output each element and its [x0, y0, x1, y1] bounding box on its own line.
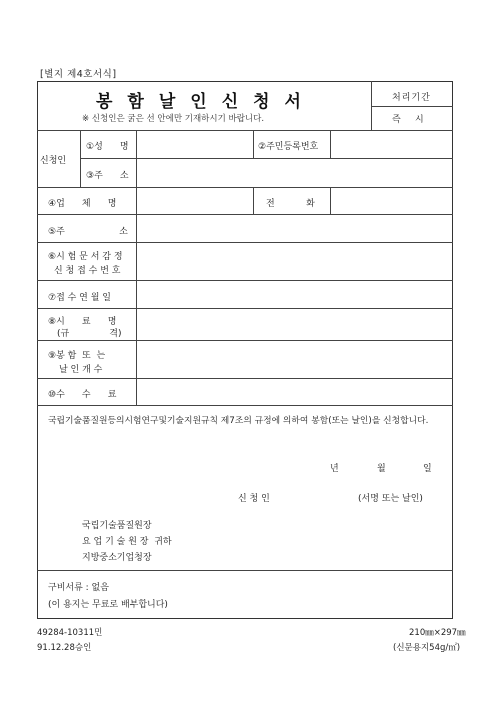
recipient-2: 요 업 기 술 원 장 귀하 — [82, 537, 172, 547]
applicant-label: 신청인 — [40, 156, 67, 166]
seal-count-label-1: ⑨봉 함 또 는 — [48, 351, 106, 361]
form-code: 49284-10311민 — [37, 628, 103, 638]
resident-number-label: ②주민등록번호 — [258, 142, 319, 152]
approval-date: 91.12.28승인 — [37, 643, 92, 653]
company-name-label: ④업 체 명 — [48, 199, 117, 209]
seal-count-label-2: 날 인 개 수 — [59, 365, 103, 375]
paper-size: 210㎜×297㎜ — [409, 628, 466, 638]
column-divider — [80, 130, 81, 187]
processing-period-value: 즉 시 — [392, 115, 424, 125]
month-label: 월 — [377, 464, 386, 474]
row-divider — [37, 405, 453, 406]
column-divider — [253, 187, 254, 214]
column-divider — [371, 81, 372, 130]
resident-number-field[interactable] — [331, 131, 452, 157]
seal-count-field[interactable] — [137, 341, 452, 377]
exam-number-label-1: ⑥시 험 문 서 감 정 — [48, 252, 123, 262]
signature-note: (서명 또는 날인) — [358, 494, 423, 504]
company-address-label: ⑤주 소 — [48, 227, 128, 237]
receipt-date-label: ⑦접 수 연 월 일 — [48, 293, 111, 303]
name-label: ①성 명 — [86, 142, 129, 152]
row-divider — [37, 570, 453, 571]
form-number-label: [별지 제4호서식] — [40, 69, 117, 80]
company-address-field[interactable] — [137, 215, 452, 241]
company-name-field[interactable] — [137, 188, 252, 213]
instruction-note: ※ 신청인은 굵은 선 안에만 기재하시기 바랍니다. — [82, 114, 265, 124]
sample-name-field[interactable] — [137, 309, 452, 339]
paper-type: (신문용지54g/㎡) — [393, 643, 461, 653]
processing-period-label: 처리기간 — [392, 93, 431, 103]
recipient-1: 국립기술품질원장 — [82, 521, 152, 531]
sample-name-label-1: ⑧시 료 명 — [48, 317, 117, 327]
day-label: 일 — [423, 464, 432, 474]
address-label: ③주 소 — [86, 171, 129, 181]
phone-label: 전 화 — [266, 199, 315, 209]
row-divider — [371, 106, 453, 107]
phone-field[interactable] — [331, 188, 452, 213]
year-label: 년 — [330, 464, 339, 474]
receipt-date-field[interactable] — [137, 281, 452, 307]
column-divider — [253, 130, 254, 158]
applicant-signature-label: 신 청 인 — [238, 494, 270, 504]
attachments-note: 구비서류 : 없음 — [48, 583, 109, 593]
fee-field[interactable] — [137, 379, 452, 404]
fee-label: ⑩수 수 료 — [48, 390, 117, 400]
address-field[interactable] — [137, 159, 452, 186]
recipient-3: 지방중소기업청장 — [82, 553, 152, 563]
sample-name-label-2: (규 격) — [57, 329, 122, 339]
application-statement: 국립기술품질원등의시험연구및기술지원규칙 제7조의 규정에 의하여 봉함(또는 날인)을 신청합니다. — [48, 416, 429, 426]
free-distribution-note: (이 용지는 무료로 배부합니다) — [48, 600, 168, 610]
exam-number-field[interactable] — [137, 243, 452, 279]
name-field[interactable] — [137, 131, 252, 157]
exam-number-label-2: 신 청 접 수 번 호 — [54, 266, 121, 276]
form-title: 봉함날인신청서 — [96, 92, 316, 112]
